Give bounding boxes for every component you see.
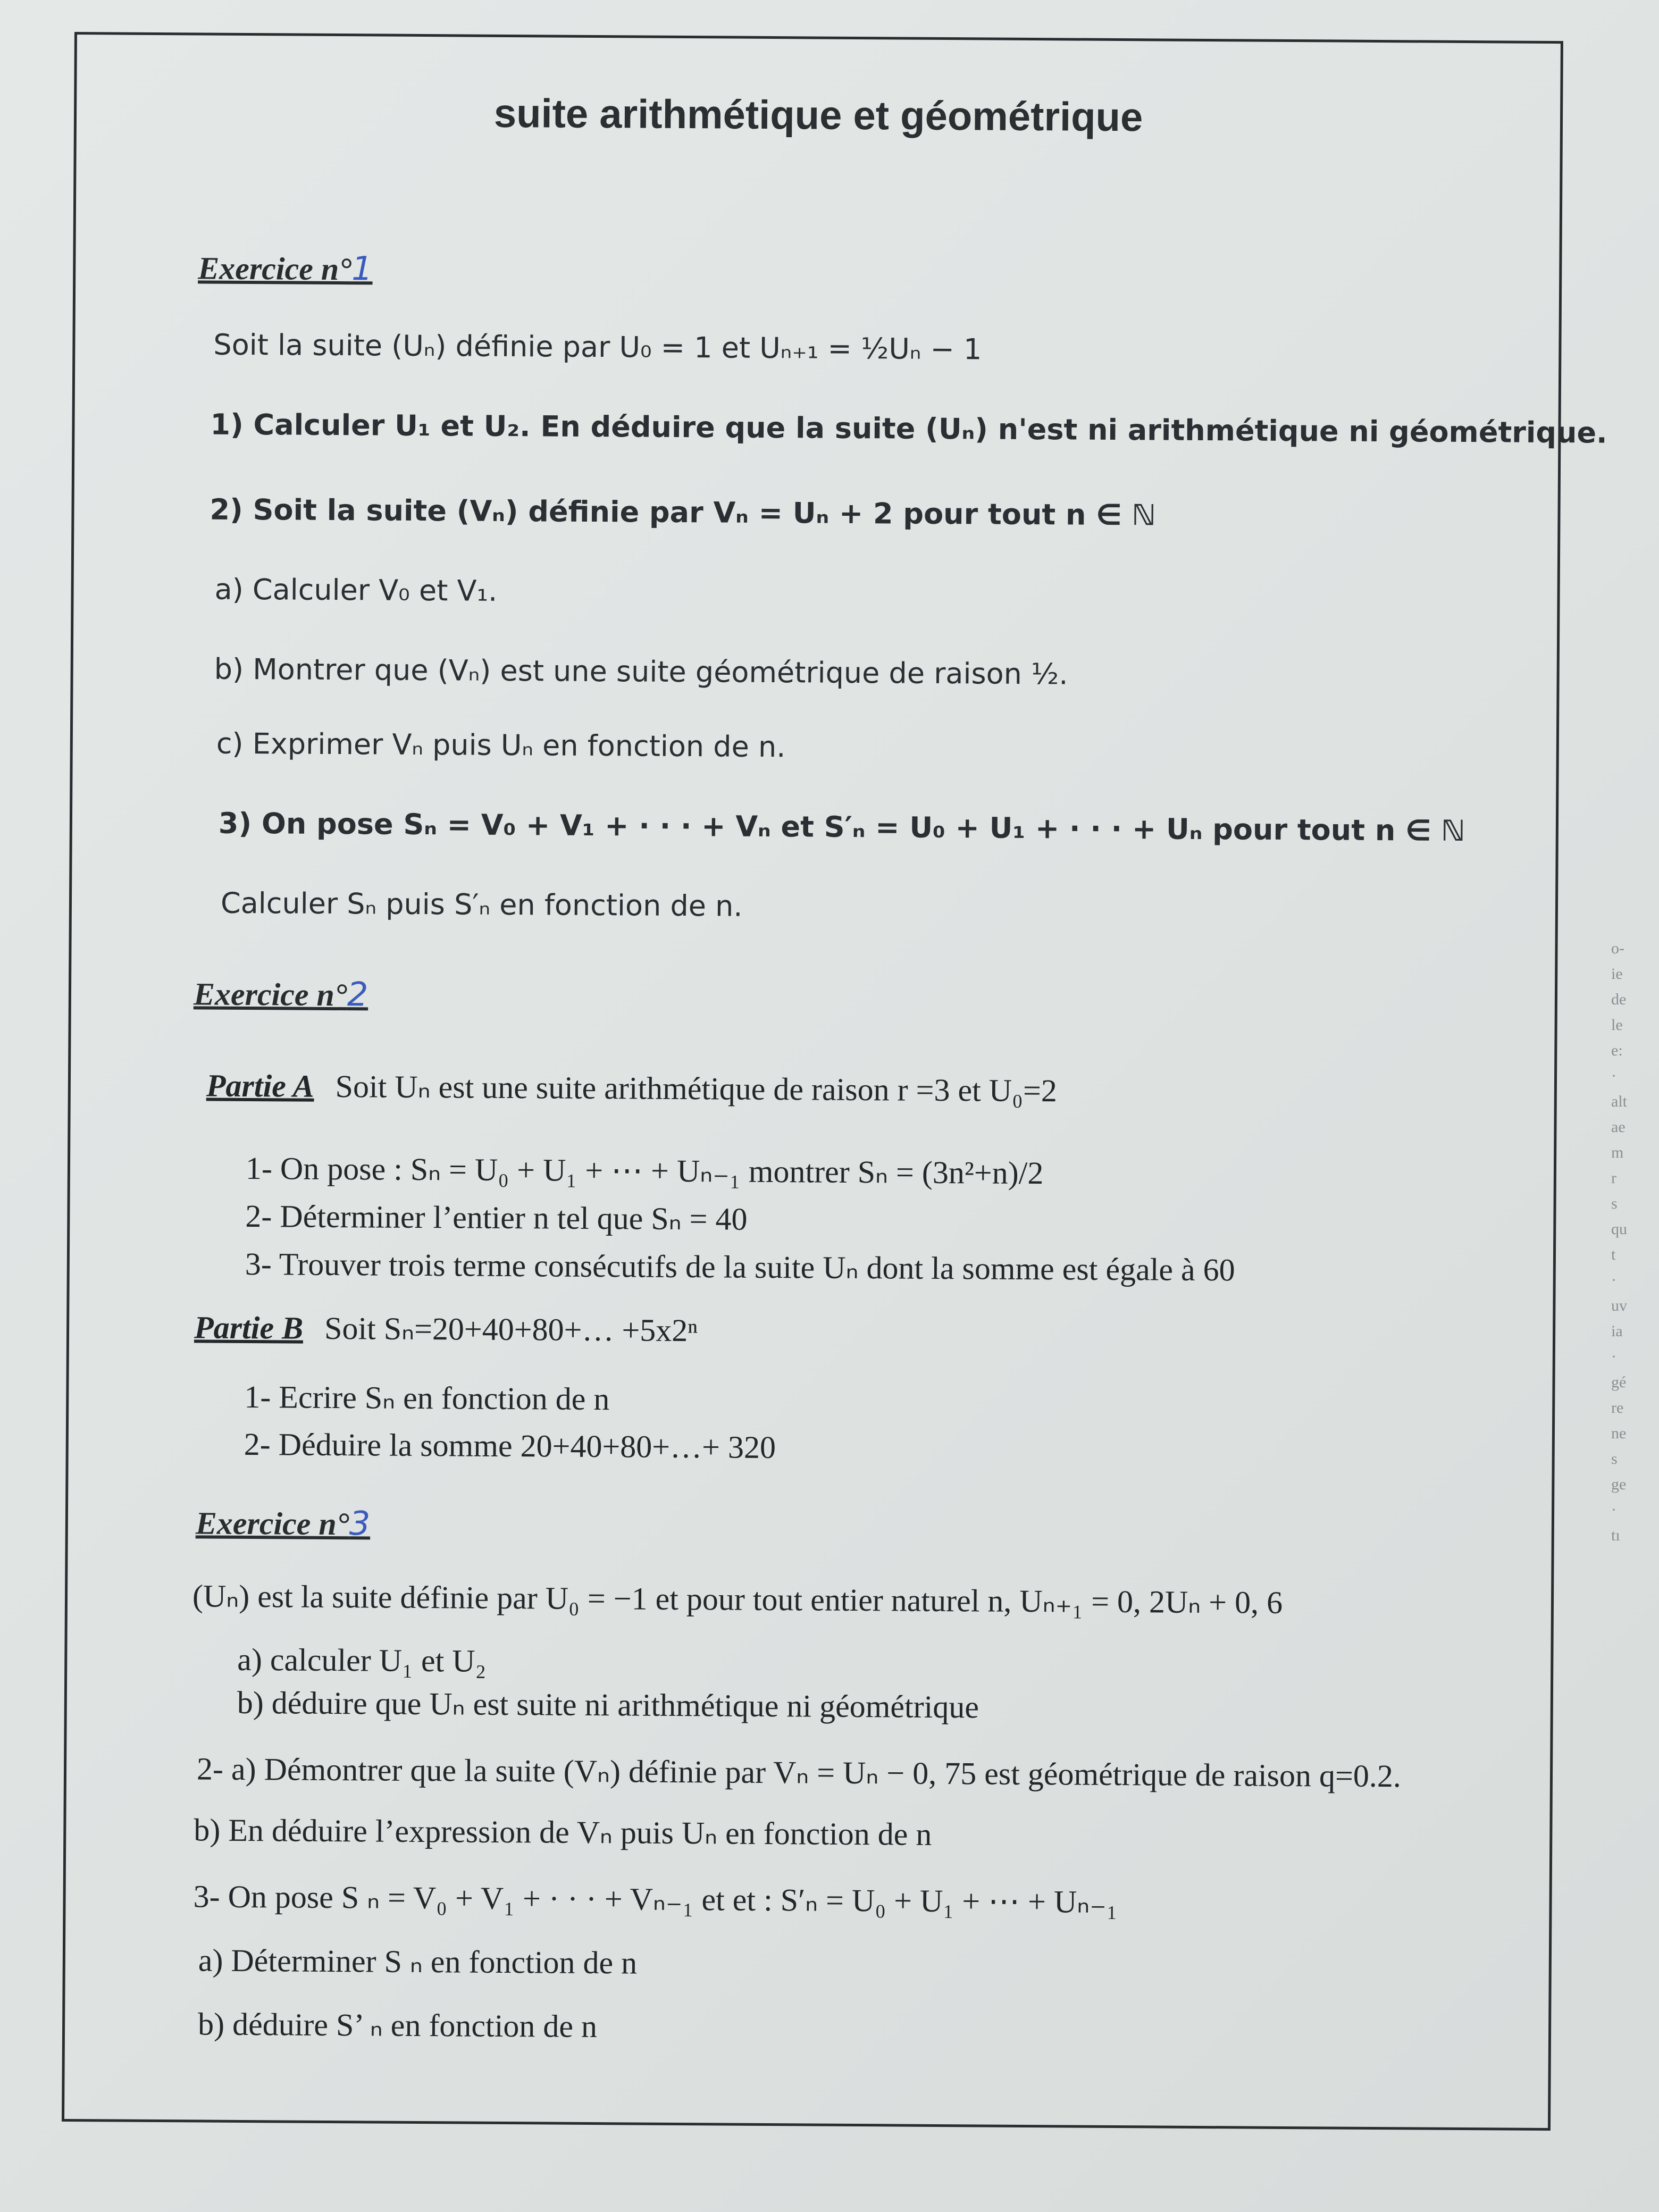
- exercise-2-label: Exercice n°: [193, 976, 348, 1013]
- fragment: gé: [1611, 1373, 1627, 1391]
- ex3-line-2: b) déduire que Uₙ est suite ni arithmétique ni géométrique: [237, 1685, 979, 1725]
- ex3-line-7: b) déduire S’ ₙ en fonction de n: [197, 2006, 598, 2045]
- fragment: s: [1611, 1450, 1618, 1468]
- part-b-item-1: 1- Ecrire Sₙ en fonction de n: [244, 1379, 610, 1417]
- worksheet-page: [62, 32, 1607, 2131]
- exercise-3-label: Exercice n°: [195, 1505, 350, 1542]
- ex1-line-1: 1) Calculer U₁ et U₂. En déduire que la suite (Uₙ) n'est ni arithmétique ni géométrique.: [210, 407, 1607, 450]
- fragment: re: [1611, 1399, 1624, 1417]
- ex1-line-7: Calculer Sₙ puis S′ₙ en fonction de n.: [220, 886, 743, 923]
- part-a-item-3: 3- Trouver trois terme consécutifs de la suite Uₙ dont la somme est égale à 60: [245, 1246, 1235, 1288]
- exercise-1-heading: [198, 248, 373, 288]
- exercise-2-number: 2: [347, 975, 368, 1014]
- part-a-label: Partie A: [206, 1068, 314, 1104]
- ex1-line-2: 2) Soit la suite (Vₙ) définie par Vₙ = Uₙ + 2 pour tout n ∈ ℕ: [210, 492, 1156, 532]
- part-a-item-2: 2- Déterminer l’entier n tel que Sₙ = 40: [245, 1199, 748, 1237]
- fragment: de: [1611, 991, 1627, 1008]
- part-a-text: Soit Uₙ est une suite arithmétique de raison r =3 et U₀=2: [335, 1069, 1058, 1109]
- part-b-text: Soit Sₙ=20+40+80+… +5x2ⁿ: [324, 1310, 698, 1348]
- fragment: e:: [1611, 1042, 1623, 1059]
- fragment: ·: [1611, 1271, 1616, 1289]
- fragment: s: [1611, 1195, 1618, 1212]
- exercise-3-heading: [196, 1503, 371, 1543]
- fragment: le: [1611, 1016, 1623, 1034]
- fragment: ia: [1611, 1322, 1623, 1340]
- exercise-3-number: 3: [349, 1504, 371, 1543]
- fragment: alt: [1611, 1093, 1627, 1110]
- ex3-line-5: 3- On pose S ₙ = V₀ + V₁ + · · · + Vₙ₋₁ et et : S′ₙ = U₀ + U₁ + ⋯ + Uₙ₋₁: [193, 1879, 1118, 1920]
- ex1-line-0: Soit la suite (Uₙ) définie par U₀ = 1 et Uₙ₊₁ = ½Uₙ − 1: [213, 328, 982, 366]
- adjacent-page-fragments: [1611, 936, 1659, 1691]
- part-b-label: Partie B: [194, 1310, 304, 1346]
- fragment: tı: [1611, 1527, 1620, 1544]
- fragment: ·: [1611, 1348, 1616, 1365]
- ex3-line-3: 2- a) Démontrer que la suite (Vₙ) définie par Vₙ = Uₙ − 0, 75 est géométrique de raison q=0.2.: [196, 1751, 1402, 1794]
- fragment: o-: [1611, 940, 1624, 957]
- exercise-1-number: 1: [351, 249, 373, 288]
- fragment: ie: [1611, 965, 1623, 983]
- fragment: r: [1611, 1169, 1616, 1187]
- part-a-intro: [206, 1067, 1057, 1110]
- fragment: uv: [1611, 1297, 1627, 1314]
- ex1-line-5: c) Exprimer Vₙ puis Uₙ en fonction de n.: [216, 726, 786, 764]
- fragment: ae: [1611, 1118, 1626, 1136]
- fragment: ·: [1611, 1067, 1616, 1085]
- exercise-1-label: Exercice n°: [198, 250, 352, 287]
- fragment: ·: [1611, 1501, 1616, 1519]
- ex1-line-3: a) Calculer V₀ et V₁.: [214, 572, 498, 608]
- fragment: qu: [1611, 1220, 1627, 1238]
- ex3-line-4: b) En déduire l’expression de Vₙ puis Uₙ en fonction de n: [194, 1812, 932, 1852]
- fragment: m: [1611, 1144, 1624, 1161]
- fragment: ne: [1611, 1425, 1627, 1442]
- page-title: suite arithmétique et géométrique: [493, 90, 1143, 140]
- ex3-line-1: a) calculer U₁ et U₂: [237, 1641, 487, 1679]
- ex3-line-0: (Uₙ) est la suite définie par U₀ = −1 et pour tout entier naturel n, Uₙ₊₁ = 0, 2Uₙ + 0, 6: [192, 1578, 1283, 1620]
- fragment: t: [1611, 1246, 1616, 1263]
- ex3-line-6: a) Déterminer S ₙ en fonction de n: [198, 1942, 638, 1981]
- ex1-line-4: b) Montrer que (Vₙ) est une suite géométrique de raison ½.: [214, 652, 1068, 691]
- exercise-2-heading: [194, 974, 368, 1013]
- part-b-item-2: 2- Déduire la somme 20+40+80+…+ 320: [244, 1426, 776, 1465]
- fragment: ge: [1611, 1476, 1627, 1493]
- ex1-line-6: 3) On pose Sₙ = V₀ + V₁ + · · · + Vₙ et S′ₙ = U₀ + U₁ + · · · + Uₙ pour tout n ∈ ℕ: [218, 806, 1465, 848]
- part-a-item-1: 1- On pose : Sₙ = U₀ + U₁ + ⋯ + Uₙ₋₁ montrer Sₙ = (3n²+n)/2: [245, 1151, 1044, 1191]
- part-b-intro: [194, 1309, 698, 1349]
